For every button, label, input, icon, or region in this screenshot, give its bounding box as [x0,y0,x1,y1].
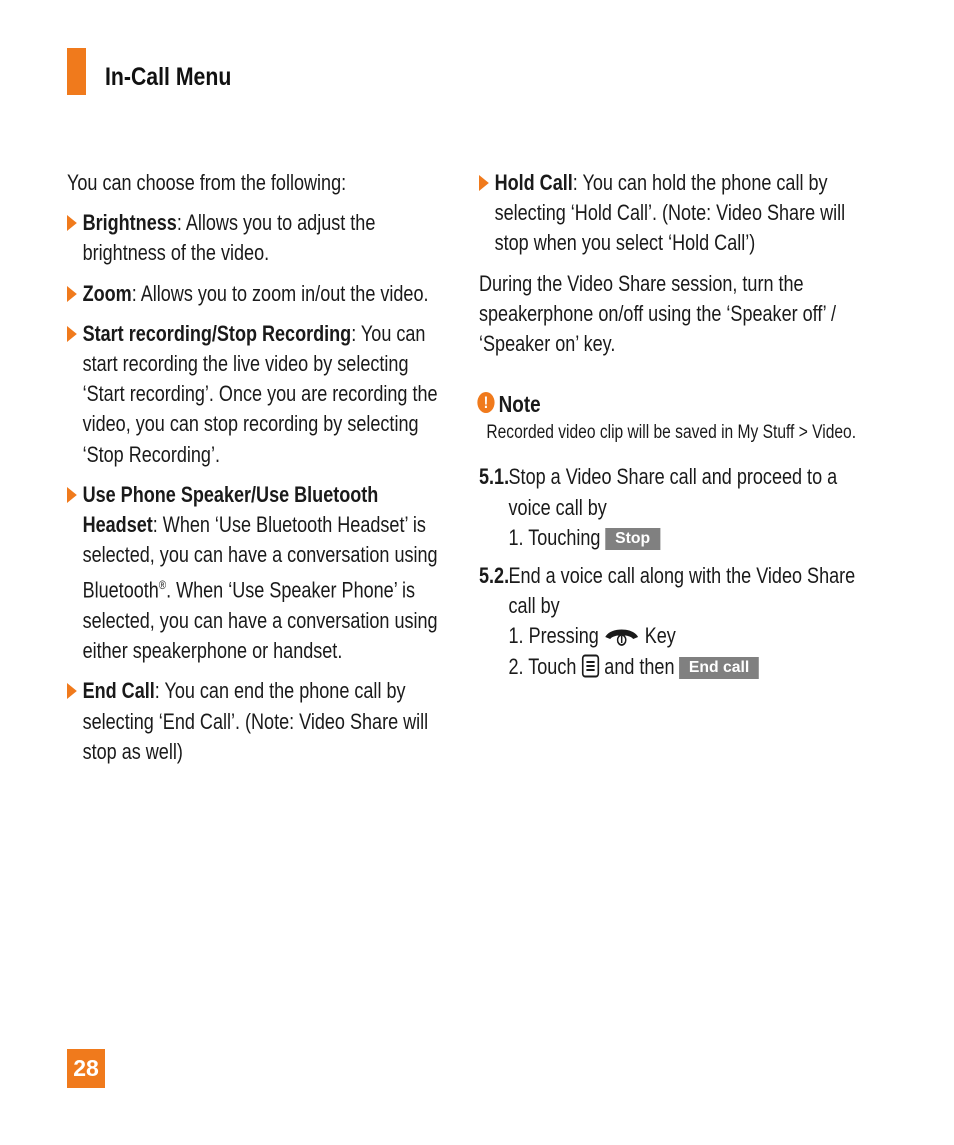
step-text: End a voice call along with the Video Share call by [508,563,856,619]
step-sub-line [509,523,880,553]
end-call-button[interactable]: End call [679,657,759,679]
item-term: Zoom [82,280,132,306]
end-call-handset-icon [604,625,640,647]
item-desc: : You can hold the phone call by selecting ‘Hold Call’. (Note: Video Share will stop when you select ‘Hold Call’) [494,170,846,256]
list-item-speaker-bluetooth [67,480,452,667]
triangle-arrow-icon [67,286,77,302]
triangle-arrow-icon [479,175,489,191]
item-term: Hold Call [494,170,573,195]
speaker-paragraph: During the Video Share session, turn the speakerphone on/off using the ‘Speaker off’ / ‘Speaker on’ key. [479,270,837,357]
intro-text: You can choose from the following: [67,170,347,195]
page-number: 28 [67,1049,105,1088]
registered-mark: ® [158,578,167,593]
triangle-arrow-icon [67,683,77,699]
step-sub-text: 1. Pressing [508,623,599,649]
exclamation-icon: ! [477,392,494,413]
triangle-arrow-icon [67,326,77,342]
step-number: 5.2. [479,563,510,589]
step-sub-line [509,652,880,682]
item-desc: : When ‘Use Bluetooth Headset’ is selected, you can have a conversation using Bluetooth [82,512,438,603]
note-heading [479,389,879,419]
title-accent-bar [67,48,86,95]
note-title: Note [498,391,541,418]
note-text: Recorded video clip will be saved in My Stuff > Video. [486,422,857,444]
item-desc: : You can start recording the live video by selecting ‘Start recording’. Once you are recording the video, you can stop recording by selecting ‘Stop Recording’. [82,320,438,467]
menu-icon [581,654,599,678]
item-term: Brightness [82,210,177,236]
item-desc: : Allows you to adjust the brightness of the video. [82,210,376,266]
list-item-brightness [67,208,452,268]
step-sub-line [509,621,880,651]
list-item-zoom [67,279,452,309]
step-5-2 [479,561,879,682]
triangle-arrow-icon [67,487,77,503]
right-column [479,168,879,690]
item-term: End Call [82,678,155,704]
left-column [67,168,452,777]
list-item-recording [67,319,452,470]
page-title: In-Call Menu [105,63,232,91]
item-desc: : Allows you to zoom in/out the video. [131,280,429,306]
item-term: Use Phone Speaker/Use Bluetooth Headset [82,481,379,538]
stop-button[interactable]: Stop [605,528,660,550]
step-sub-text: 1. Touching [508,524,601,550]
step-sub-text: 2. Touch [508,653,577,679]
item-desc: : You can end the phone call by selecting ‘End Call’. (Note: Video Share will stop as well) [82,678,429,764]
item-desc: . When ‘Use Speaker Phone’ is selected, you can have a conversation using either speakerphone or handset. [82,577,438,664]
list-item-end-call [67,676,452,767]
triangle-arrow-icon [67,215,77,231]
step-5-1 [479,462,879,553]
step-sub-text: Key [644,623,676,649]
step-number: 5.1. [479,464,510,490]
list-item-hold-call [479,168,879,259]
step-text: Stop a Video Share call and proceed to a voice call by [508,464,838,520]
step-sub-text: and then [604,653,675,679]
item-term: Start recording/Stop Recording [82,320,352,346]
